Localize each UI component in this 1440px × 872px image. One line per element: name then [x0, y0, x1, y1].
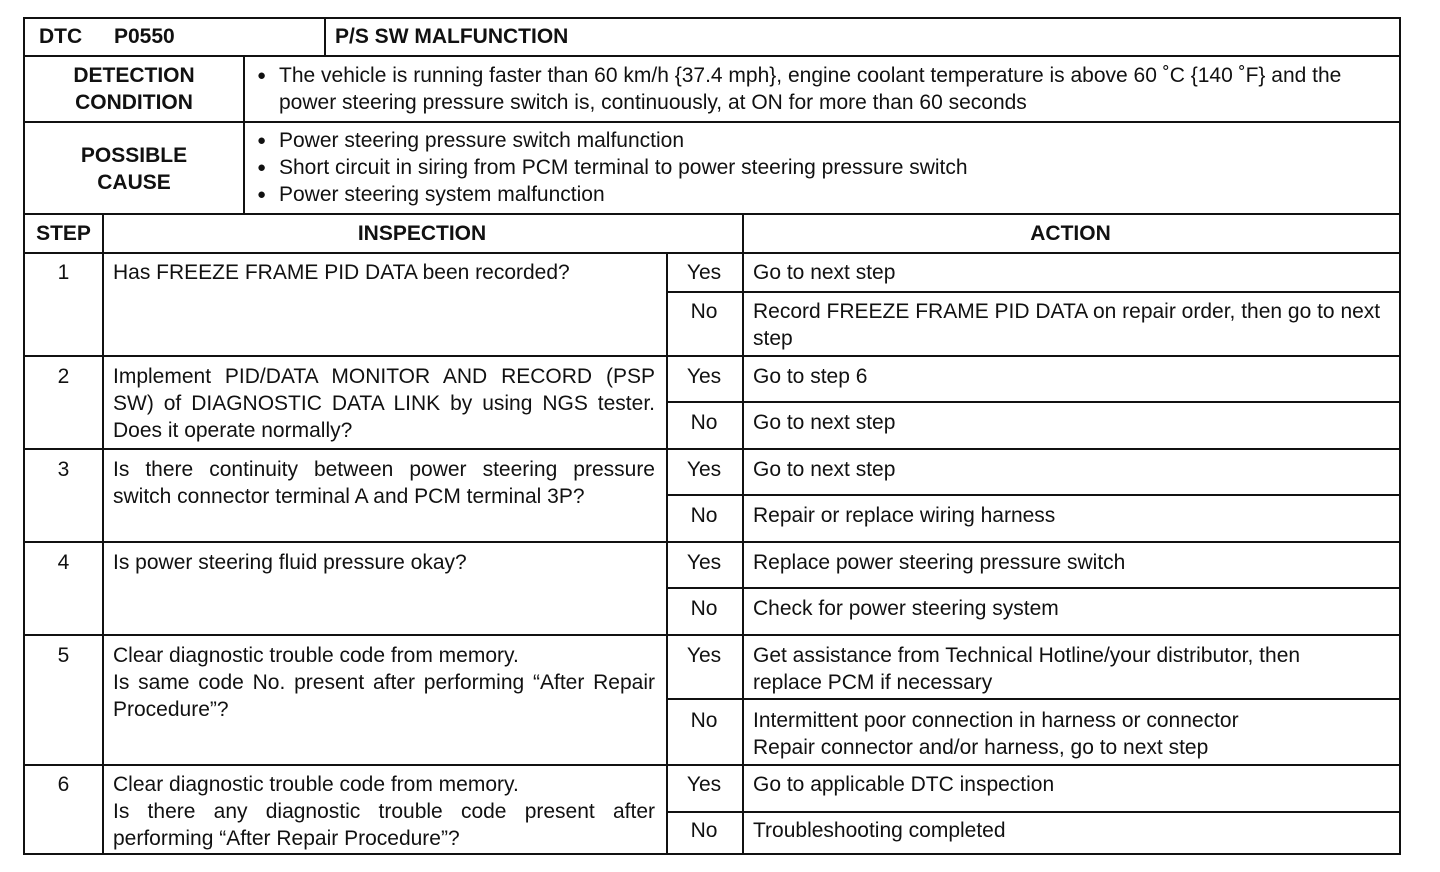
- col-divider: [742, 213, 744, 853]
- step-inspection: Implement PID/DATA MONITOR AND RECORD (PSP SW) of DIAGNOSTIC DATA LINK by using NGS tester. Does it operate normally?: [113, 365, 655, 442]
- step-inspection-line: Is same code No. present after performing “After Repair Procedure”?: [113, 671, 655, 721]
- yes-action: Go to next step: [753, 261, 896, 284]
- yes-label: Yes: [686, 644, 722, 667]
- yes-no-divider: [666, 494, 1399, 496]
- possible-cause-item: ● Power steering system malfunction: [249, 181, 1389, 208]
- yes-action: Replace power steering pressure switch: [753, 551, 1126, 574]
- yes-action: Get assistance from Technical Hotline/your distributor, then replace PCM if necessary: [753, 644, 1301, 694]
- step-inspection-line: Is there any diagnostic trouble code present after performing “After Repair Procedure”?: [113, 800, 655, 850]
- yes-no-divider: [666, 811, 1399, 813]
- no-action: Repair or replace wiring harness: [753, 504, 1056, 527]
- step-number: 4: [57, 551, 70, 574]
- possible-cause-label-line1: POSSIBLE: [80, 144, 188, 167]
- col-divider: [243, 55, 245, 213]
- no-label: No: [690, 597, 718, 620]
- action-column-header: ACTION: [1030, 222, 1111, 245]
- step-number: 6: [57, 773, 70, 796]
- yes-label: Yes: [686, 261, 722, 284]
- possible-cause-label: [25, 142, 243, 196]
- step-column-header: STEP: [36, 222, 91, 245]
- detection-label-line2: CONDITION: [75, 91, 193, 114]
- no-action: Record FREEZE FRAME PID DATA on repair order, then go to next step: [753, 300, 1381, 350]
- row-divider: [25, 55, 1399, 57]
- possible-cause-label-line2: CAUSE: [97, 171, 171, 194]
- row-divider: [25, 252, 1399, 254]
- row-divider: [25, 213, 1399, 215]
- possible-cause-item: ● Short circuit in siring from PCM terminal to power steering pressure switch: [249, 154, 1389, 181]
- detection-text: [249, 62, 1389, 116]
- yes-action: Go to applicable DTC inspection: [753, 773, 1055, 796]
- detection-condition-item: ● The vehicle is running faster than 60 km/h {37.4 mph}, engine coolant temperature is above 60 ˚C {140 ˚F} and the power steering pressure switch is, continuously, at ON for more than 60 seconds: [249, 62, 1389, 116]
- yes-no-divider: [666, 291, 1399, 293]
- no-action: Check for power steering system: [753, 597, 1059, 620]
- yes-no-divider: [666, 698, 1399, 700]
- possible-cause-list: [249, 127, 1389, 208]
- possible-cause-text: [249, 127, 1389, 208]
- step-inspection: Is power steering fluid pressure okay?: [113, 551, 467, 574]
- step-inspection-line: Clear diagnostic trouble code from memory.: [113, 644, 519, 667]
- no-action: [753, 707, 1383, 761]
- dtc-code: P0550: [114, 25, 175, 48]
- yes-label: Yes: [686, 458, 722, 481]
- yes-no-divider: [666, 587, 1399, 589]
- dtc-label: DTC: [39, 25, 83, 48]
- possible-cause-item: ● Power steering pressure switch malfunction: [249, 127, 1389, 154]
- detection-label-line1: DETECTION: [73, 64, 195, 87]
- yes-label: Yes: [686, 551, 722, 574]
- no-label: No: [690, 709, 718, 732]
- yes-label: Yes: [686, 365, 722, 388]
- no-label: No: [690, 411, 718, 434]
- detection-list: [249, 62, 1389, 116]
- inspection-column-header: INSPECTION: [357, 222, 487, 245]
- no-action: Go to next step: [753, 411, 896, 434]
- col-divider: [102, 213, 104, 853]
- step-inspection: [113, 642, 655, 723]
- row-divider: [25, 448, 1399, 450]
- no-action: Troubleshooting completed: [753, 819, 1006, 842]
- step-inspection: Is there continuity between power steering pressure switch connector terminal A and PCM terminal 3P?: [113, 458, 655, 508]
- step-inspection: [113, 771, 655, 852]
- yes-action: Go to next step: [753, 458, 896, 481]
- row-divider: [25, 541, 1399, 543]
- dtc-procedure-table: [23, 17, 1401, 855]
- step-number: 1: [57, 261, 70, 284]
- no-action-line: Repair connector and/or harness, go to next step: [753, 736, 1209, 759]
- step-number: 3: [57, 458, 70, 481]
- row-divider: [25, 764, 1399, 766]
- dtc-title: P/S SW MALFUNCTION: [335, 25, 569, 48]
- no-label: No: [690, 504, 718, 527]
- step-inspection-line: Clear diagnostic trouble code from memory.: [113, 773, 519, 796]
- detection-label: [25, 62, 243, 116]
- yes-no-divider: [666, 401, 1399, 403]
- yes-action: Go to step 6: [753, 365, 868, 388]
- step-number: 5: [57, 644, 70, 667]
- no-label: No: [690, 300, 718, 323]
- yes-label: Yes: [686, 773, 722, 796]
- no-label: No: [690, 819, 718, 842]
- col-divider: [324, 19, 326, 55]
- no-action-line: Intermittent poor connection in harness or connector: [753, 709, 1239, 732]
- step-number: 2: [57, 365, 70, 388]
- step-inspection: Has FREEZE FRAME PID DATA been recorded?: [113, 261, 570, 284]
- row-divider: [25, 634, 1399, 636]
- row-divider: [25, 355, 1399, 357]
- row-divider: [25, 121, 1399, 123]
